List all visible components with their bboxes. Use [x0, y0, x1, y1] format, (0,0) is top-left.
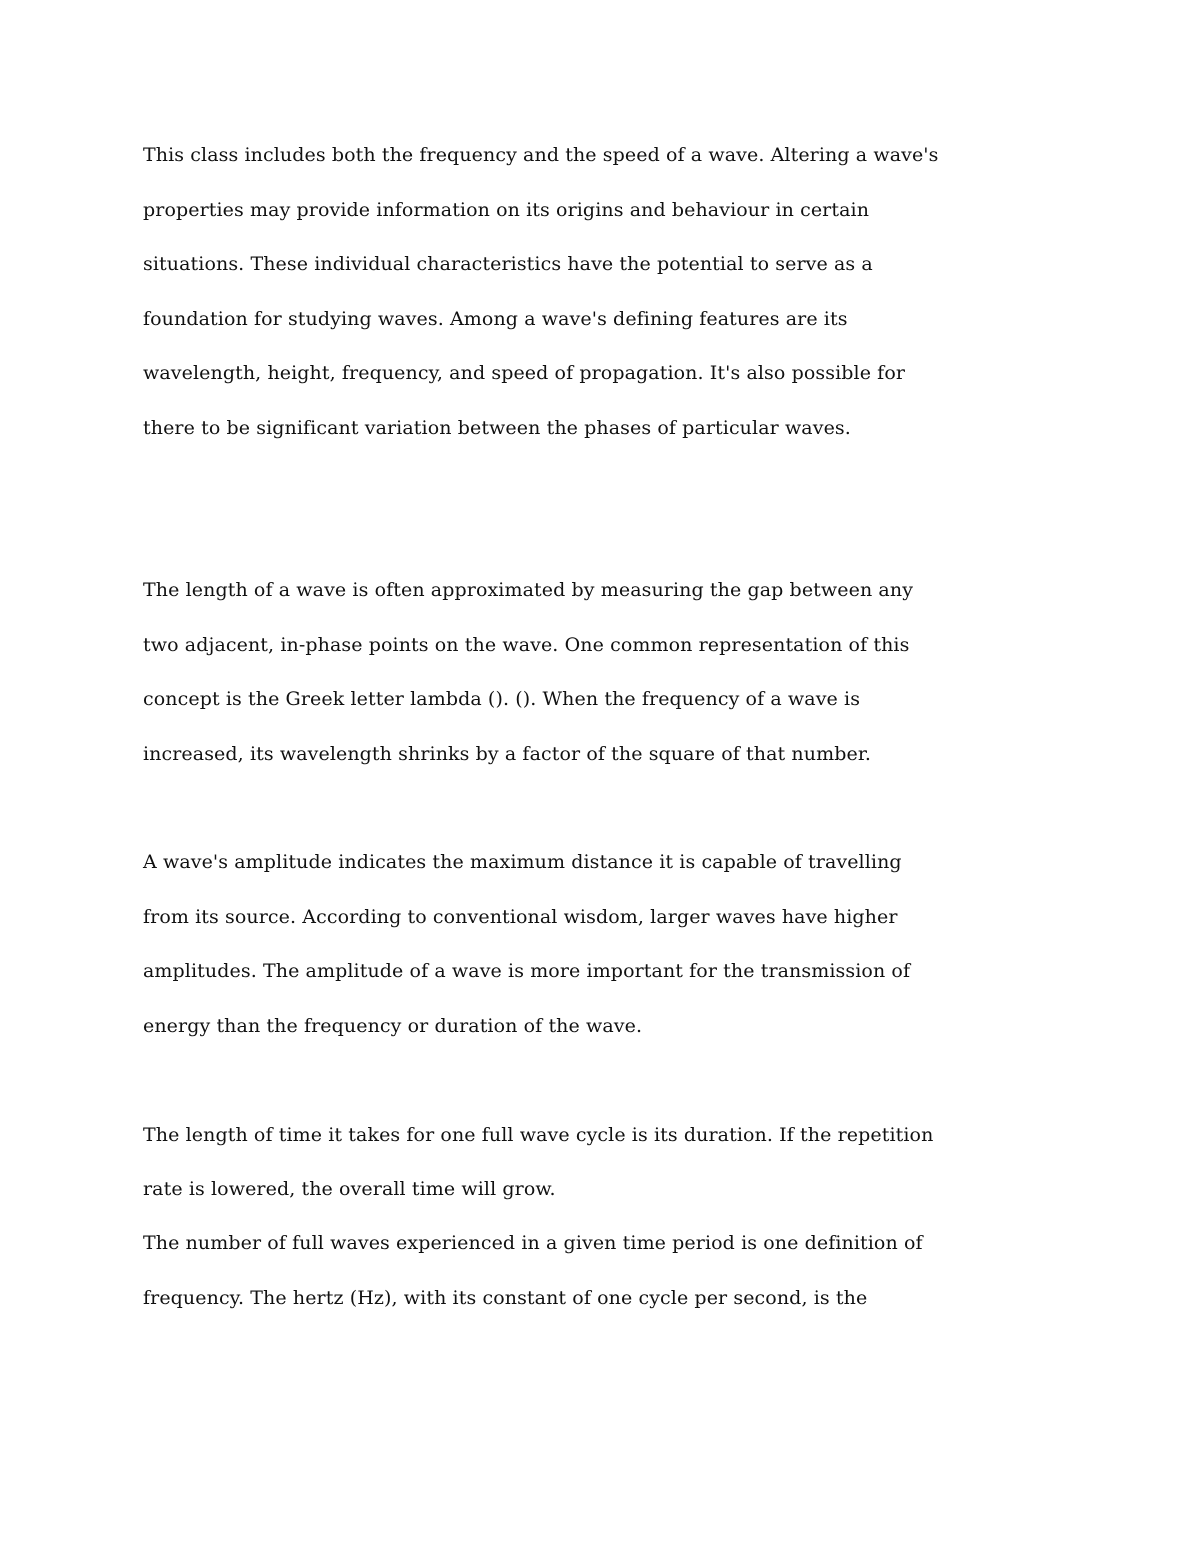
- text-line: concept is the Greek letter lambda (). (). When the frequency of a wave is: [143, 688, 861, 710]
- text-line: properties may provide information on its origins and behaviour in certain: [143, 199, 870, 221]
- text-line: situations. These individual characteristics have the potential to serve as a: [143, 253, 873, 275]
- text-line: two adjacent, in-phase points on the wave. One common representation of this: [143, 634, 910, 656]
- text-line: wavelength, height, frequency, and speed of propagation. It's also possible for: [143, 362, 906, 384]
- text-line: energy than the frequency or duration of the wave.: [143, 1015, 643, 1037]
- text-line: amplitudes. The amplitude of a wave is more important for the transmission of: [143, 960, 911, 982]
- text-line: The length of a wave is often approximated by measuring the gap between any: [143, 579, 914, 601]
- text-line: foundation for studying waves. Among a wave's defining features are its: [143, 308, 848, 330]
- text-line: rate is lowered, the overall time will grow.: [143, 1178, 556, 1200]
- text-line: The length of time it takes for one full wave cycle is its duration. If the repetition: [143, 1124, 934, 1146]
- text-line: A wave's amplitude indicates the maximum distance it is capable of travelling: [143, 851, 902, 873]
- text-line: increased, its wavelength shrinks by a factor of the square of that number.: [143, 743, 872, 765]
- text-line: This class includes both the frequency and the speed of a wave. Altering a wave's: [143, 144, 939, 166]
- text-line: there to be significant variation between the phases of particular waves.: [143, 417, 851, 439]
- text-line: from its source. According to conventional wisdom, larger waves have higher: [143, 906, 898, 928]
- text-line: The number of full waves experienced in a given time period is one definition of: [143, 1232, 923, 1254]
- text-line: frequency. The hertz (Hz), with its constant of one cycle per second, is the: [143, 1287, 868, 1309]
